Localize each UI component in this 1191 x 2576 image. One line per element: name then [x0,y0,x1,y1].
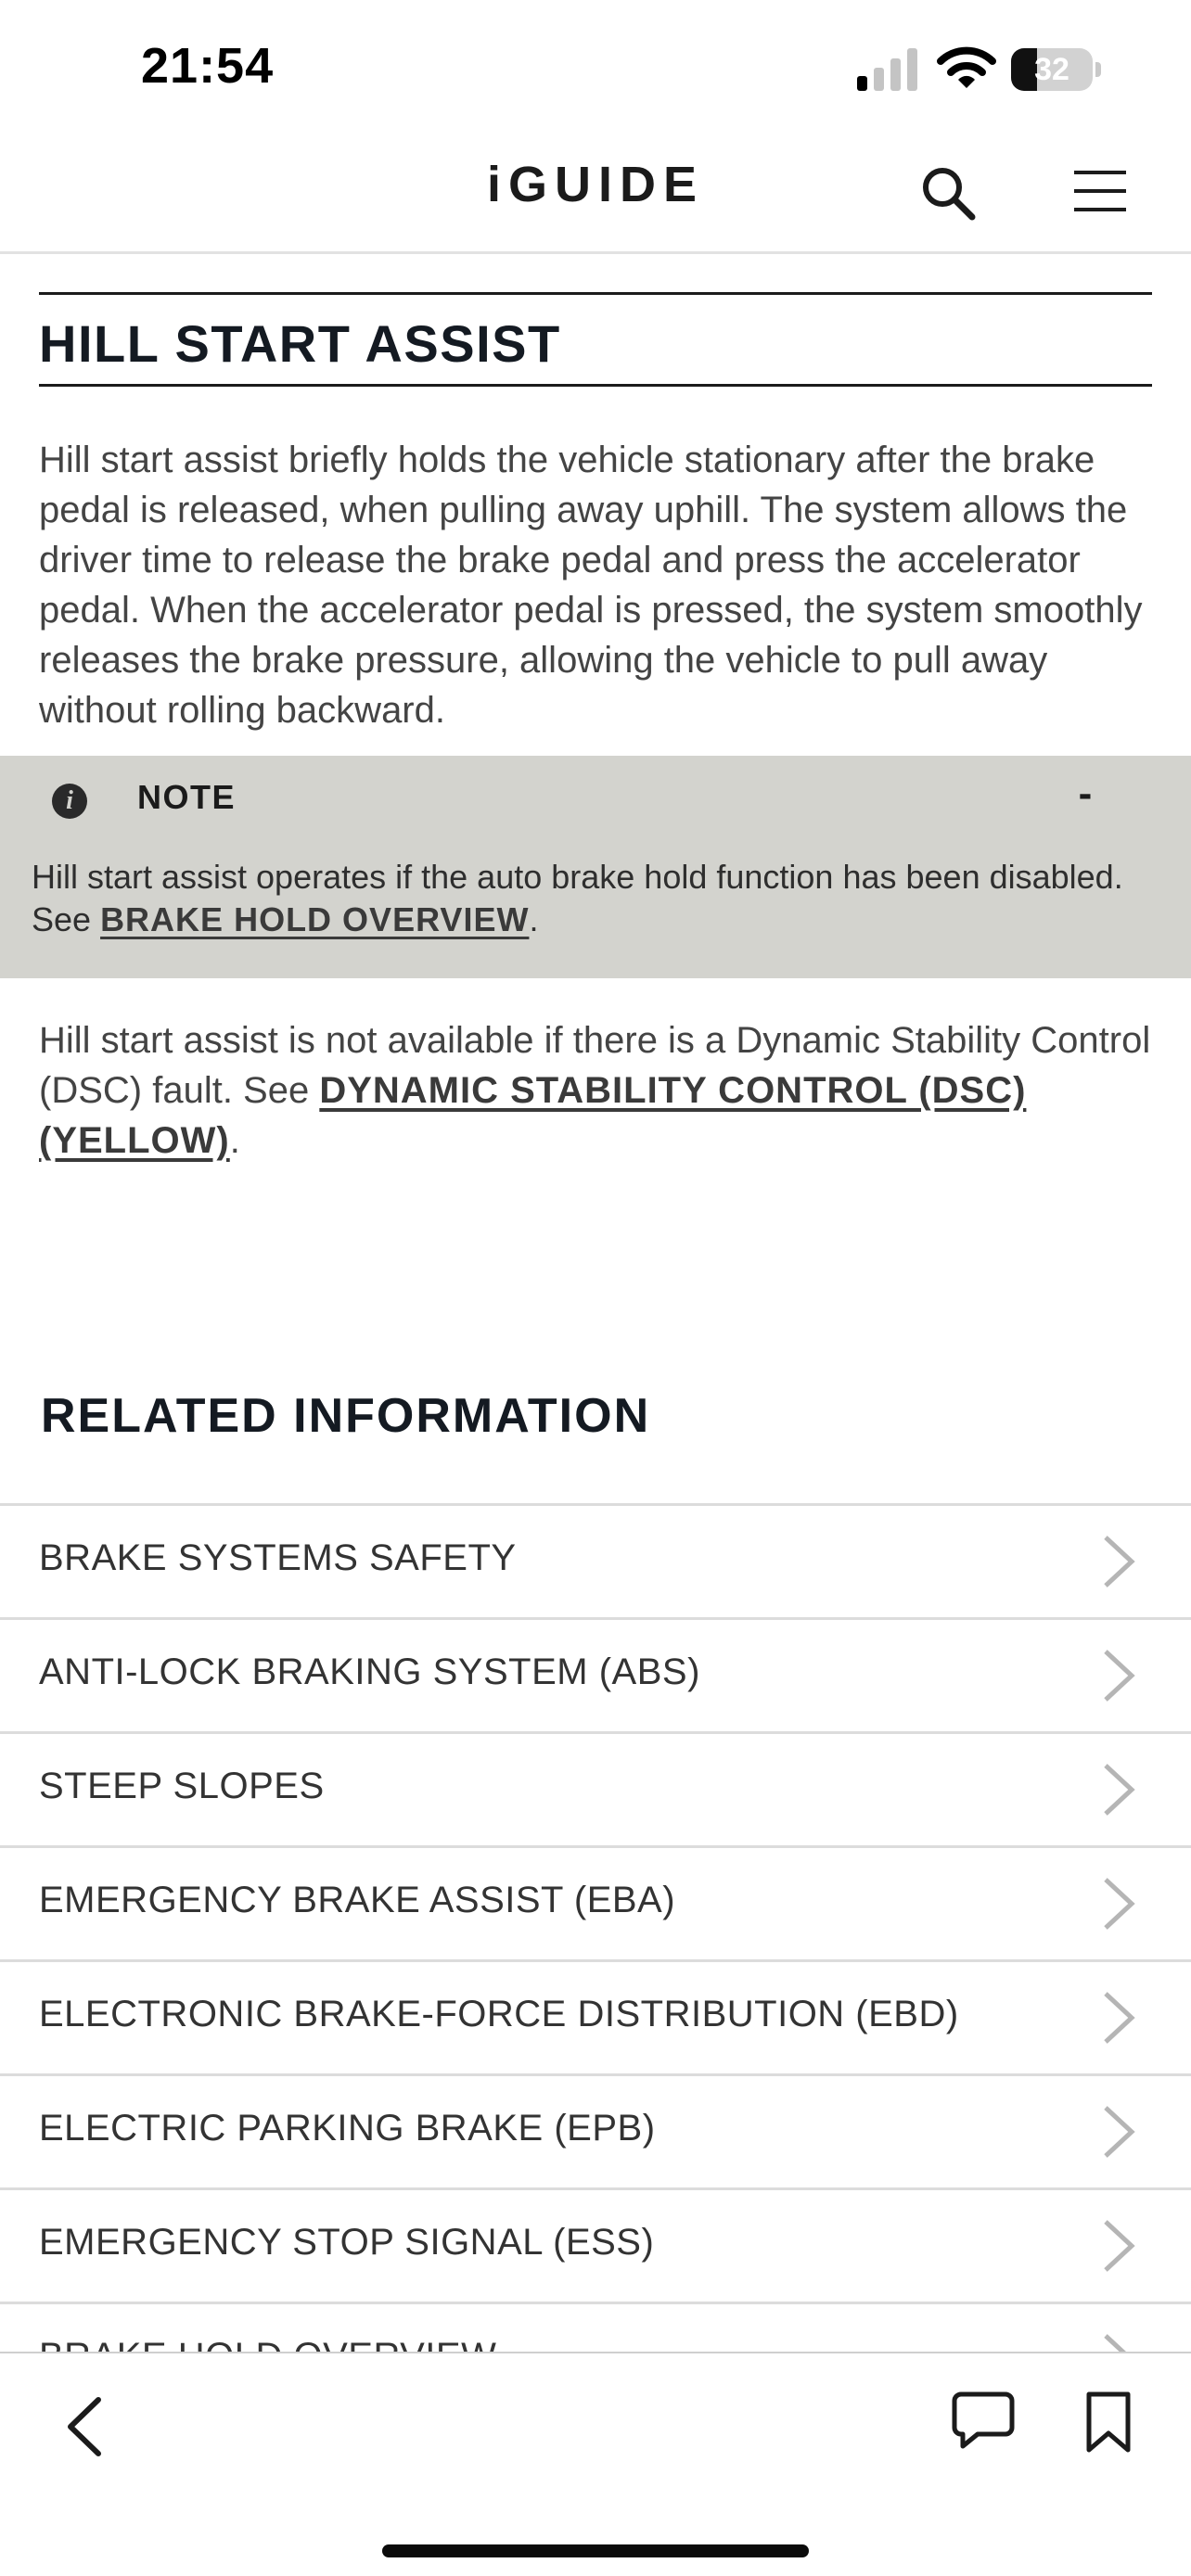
comment-icon[interactable] [952,2391,1015,2452]
article-paragraph [39,1015,1161,1166]
related-information-heading: RELATED INFORMATION [41,1389,651,1443]
note-box [0,756,1191,978]
battery-icon [1011,48,1100,91]
page-title: HILL START ASSIST [39,314,561,373]
related-item-label: BRAKE SYSTEMS SAFETY [39,1537,517,1578]
related-item-label: ANTI-LOCK BRAKING SYSTEM (ABS) [39,1651,700,1692]
chevron-right-icon [1100,2104,1137,2160]
chevron-right-icon [1100,1990,1137,2046]
related-item-epb[interactable] [0,2073,1191,2187]
article-paragraph: Hill start assist briefly holds the vehicle stationary after the brake pedal is released, when pulling away uphill. The system allows the driver time to release the brake pedal and press the accelerator pedal. When the accelerator pedal is pressed, the system smoothly releases the brake pressure, allowing the vehicle to pull away without rolling backward. [39,440,1143,731]
related-item-steep-slopes[interactable] [0,1731,1191,1845]
note-label: NOTE [137,778,237,816]
bottom-toolbar [0,2352,1191,2576]
brake-hold-overview-link[interactable]: BRAKE HOLD OVERVIEW [100,900,530,938]
hamburger-menu-icon[interactable] [1072,165,1128,217]
dsc-yellow-link[interactable]: DYNAMIC STABILITY CONTROL (DSC) (YELLOW) [39,1070,1027,1161]
status-bar [0,0,1191,130]
cellular-signal-icon [855,48,920,91]
paragraph-text-after-link: . [229,1120,240,1161]
related-item-ess[interactable] [0,2187,1191,2302]
wifi-icon [937,45,996,91]
note-text [32,856,1172,941]
info-icon: i [52,784,87,819]
related-item-label: ELECTRONIC BRAKE-FORCE DISTRIBUTION (EBD) [39,1994,959,2034]
paragraph-text-before-link: Hill start assist is not available if there is a Dynamic Stability Control (DSC) fault. See [39,1020,1151,1111]
note-collapse-button[interactable]: - [1078,771,1093,816]
related-item-label: STEEP SLOPES [39,1766,325,1806]
back-chevron-icon[interactable] [61,2394,108,2459]
chevron-right-icon [1100,2218,1137,2274]
app-header [0,130,1191,254]
chevron-right-icon [1100,1534,1137,1589]
search-icon[interactable] [918,163,978,223]
related-item-label: ELECTRIC PARKING BRAKE (EPB) [39,2108,656,2149]
chevron-right-icon [1100,1876,1137,1932]
article-title-block [39,292,1152,387]
app-title: iGUIDE [486,157,705,212]
related-item-ebd[interactable] [0,1959,1191,2073]
related-item-label: EMERGENCY BRAKE ASSIST (EBA) [39,1880,676,1920]
related-item-brake-systems-safety[interactable] [0,1503,1191,1617]
note-text-after-link: . [529,900,539,938]
related-item-eba[interactable] [0,1845,1191,1959]
chevron-right-icon [1100,1648,1137,1703]
related-item-label: EMERGENCY STOP SIGNAL (ESS) [39,2222,655,2263]
chevron-right-icon [1100,1762,1137,1817]
battery-percent: 32 [1034,52,1069,87]
note-text-before-link: Hill start assist operates if the auto brake hold function has been disabled. See [32,858,1123,938]
home-indicator [382,2544,809,2557]
bookmark-icon[interactable] [1082,2391,1135,2455]
related-item-abs[interactable] [0,1617,1191,1731]
status-time: 21:54 [141,38,275,94]
related-list [0,1503,1191,2416]
